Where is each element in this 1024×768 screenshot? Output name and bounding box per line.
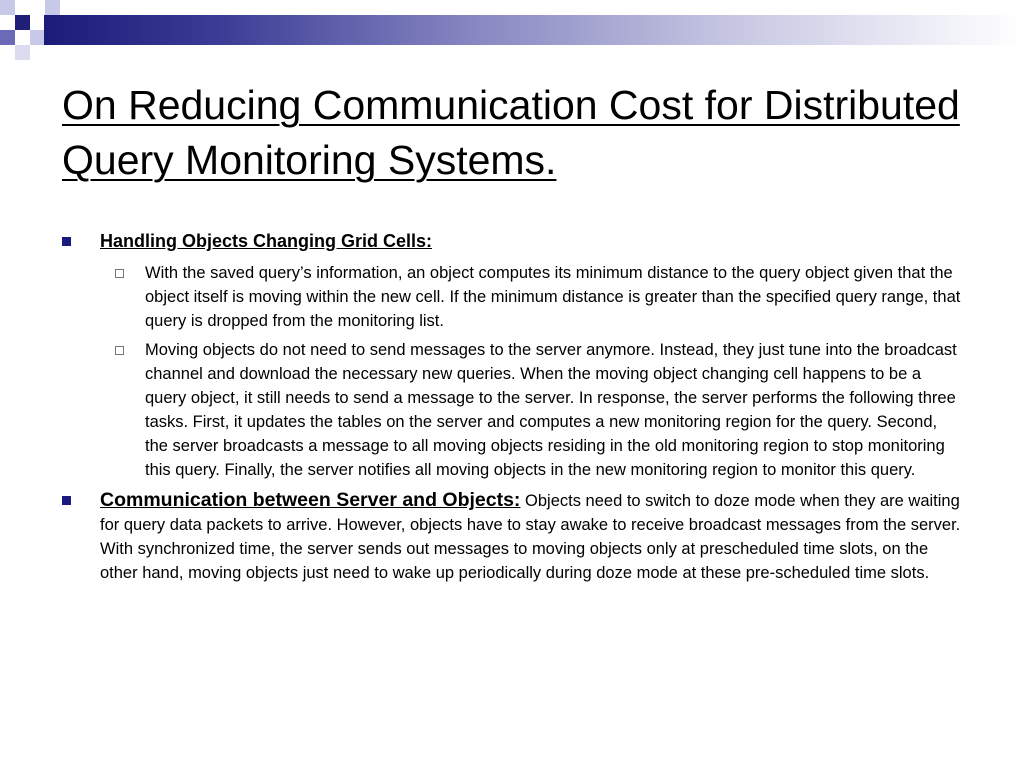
sub-bullet-text: With the saved query’s information, an object computes its minimum distance to the query object given that the object itself is moving within the new cell. If the minimum distance is greater than the specified query range, that query is dropped from the monitoring list. (145, 264, 961, 330)
bullet-text: Objects need to switch to doze mode when they are waiting for query data packets to arrive. However, objects have to stay awake to receive broadcast messages from the server. With synchronized time, the server sends out messages to moving objects only at prescheduled time slots, on the other hand, moving objects just need to wake up periodically during doze mode at these pre-scheduled time slots. (100, 492, 961, 582)
slide-title: On Reducing Communication Cost for Distributed Query Monitoring Systems. (62, 82, 960, 183)
bullet-item (62, 229, 962, 482)
hollow-square-bullet-icon (115, 269, 124, 278)
slide-content (62, 229, 962, 591)
bullet-heading: Communication between Server and Objects: (100, 489, 521, 511)
decor-square (0, 0, 15, 15)
decor-square (15, 15, 30, 30)
decor-square (45, 0, 60, 15)
header-gradient-bar (44, 15, 1024, 45)
decor-square (0, 30, 15, 45)
sub-bullet-item (100, 338, 962, 482)
hollow-square-bullet-icon (115, 346, 124, 355)
sub-bullet-list (100, 261, 962, 482)
sub-bullet-item (100, 261, 962, 333)
sub-bullet-text: Moving objects do not need to send messages to the server anymore. Instead, they just tune into the broadcast channel and download the necessary new queries. When the moving object changing cell happens to be a query object, it still needs to send a message to the server. In response, the server performs the following three tasks. First, it updates the tables on the server and computes a new monitoring region for the query. Second, the server broadcasts a message to all moving objects residing in the old monitoring region to stop monitoring this query. Finally, the server notifies all moving objects in the new monitoring region to monitor this query. (145, 341, 957, 479)
square-bullet-icon (62, 496, 71, 505)
bullet-heading: Handling Objects Changing Grid Cells: (100, 231, 433, 251)
decor-square (30, 30, 45, 45)
bullet-item (62, 488, 962, 585)
decor-square (15, 45, 30, 60)
square-bullet-icon (62, 237, 71, 246)
